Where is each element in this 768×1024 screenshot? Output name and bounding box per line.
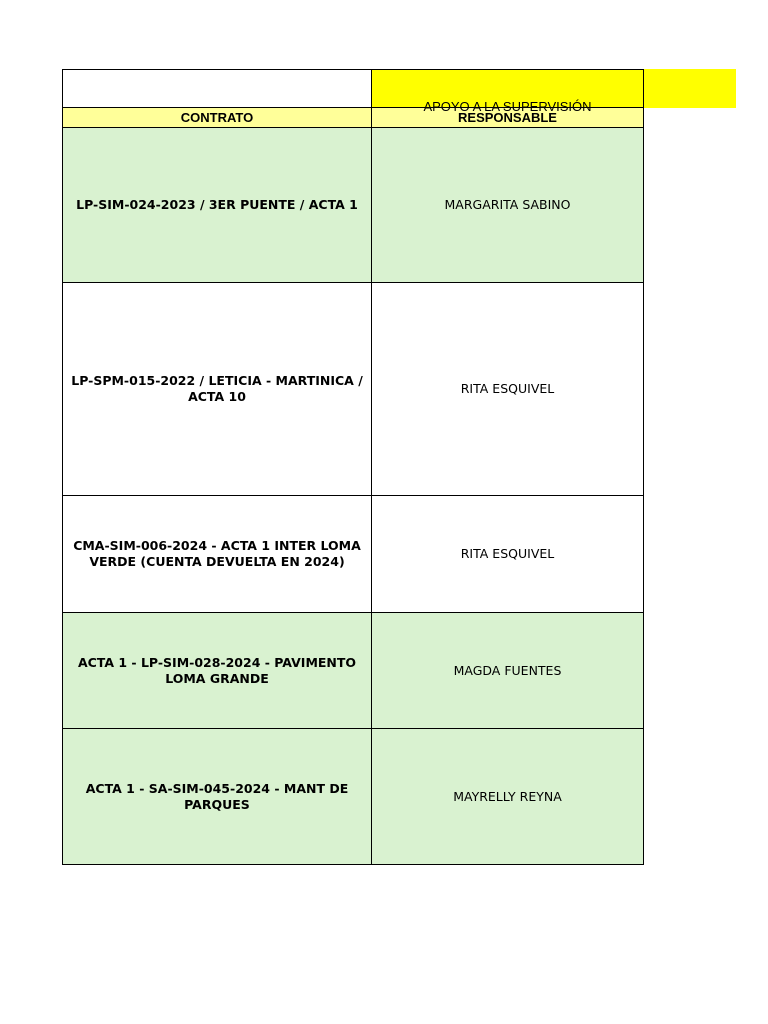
responsable-cell[interactable]: MARGARITA SABINO <box>371 128 644 283</box>
contrato-cell[interactable]: ACTA 1 - SA-SIM-045-2024 - MANT DE PARQUES <box>62 729 371 865</box>
header-responsable[interactable]: RESPONSABLE <box>371 108 644 128</box>
table-row <box>62 496 644 613</box>
responsable-cell[interactable]: MAGDA FUENTES <box>371 613 644 729</box>
title-cell[interactable] <box>371 69 644 114</box>
spreadsheet-table <box>62 69 644 865</box>
title-empty-cell[interactable] <box>62 69 371 108</box>
sheet-title: APOYO A LA SUPERVISIÓN <box>423 99 592 114</box>
title-fill-extension <box>643 69 736 108</box>
contrato-cell[interactable]: CMA-SIM-006-2024 - ACTA 1 INTER LOMA VERDE (CUENTA DEVUELTA EN 2024) <box>62 496 371 613</box>
table-row <box>62 613 644 729</box>
title-row <box>62 69 644 114</box>
header-contrato[interactable]: CONTRATO <box>62 108 371 128</box>
contrato-cell[interactable]: LP-SPM-015-2022 / LETICIA - MARTINICA / ACTA 10 <box>62 283 371 496</box>
table-row <box>62 283 644 496</box>
responsable-cell[interactable]: MAYRELLY REYNA <box>371 729 644 865</box>
responsable-cell[interactable]: RITA ESQUIVEL <box>371 283 644 496</box>
table-row <box>62 128 644 283</box>
contrato-cell[interactable]: LP-SIM-024-2023 / 3ER PUENTE / ACTA 1 <box>62 128 371 283</box>
contrato-cell[interactable]: ACTA 1 - LP-SIM-028-2024 - PAVIMENTO LOMA GRANDE <box>62 613 371 729</box>
table-row <box>62 729 644 865</box>
responsable-cell[interactable]: RITA ESQUIVEL <box>371 496 644 613</box>
